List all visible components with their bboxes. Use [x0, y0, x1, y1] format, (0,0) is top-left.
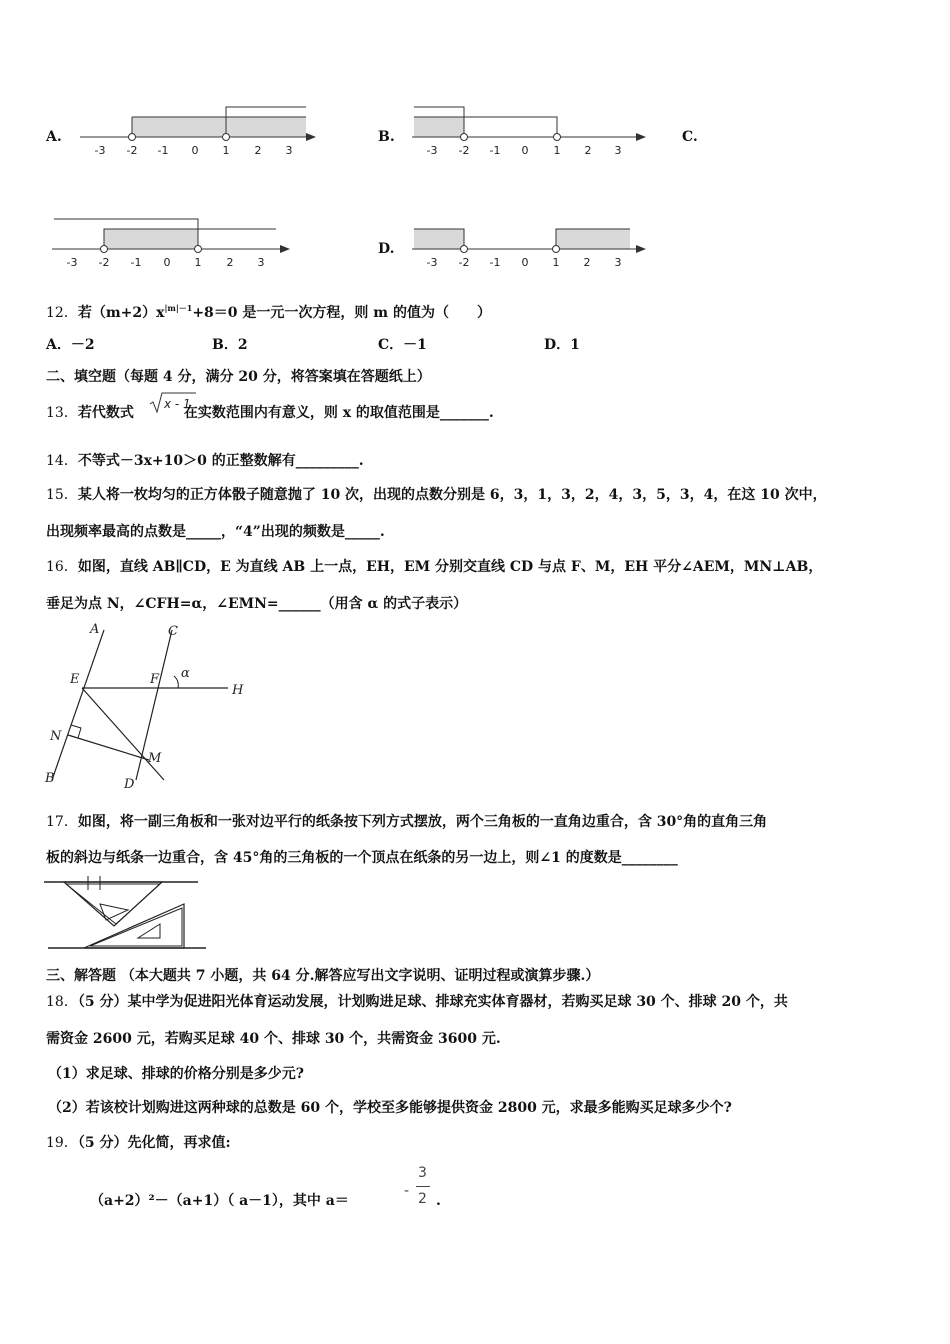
label-e: E [70, 672, 80, 687]
question-number: 12． [46, 305, 78, 321]
question-18-line-1: 18．（5 分）某中学为促进阳光体育运动发展，计划购进足球、排球充实体育器材，若购买足球 30 个、排球 20 个，共 [46, 994, 788, 1010]
question-17-line-1: 17．如图，将一副三角板和一张对边平行的纸条按下列方式摆放，两个三角板的一直角边重合，含 30°角的直角三角 [46, 814, 768, 830]
fraction-bar [416, 1186, 430, 1187]
question-17-line-2: 板的斜边与纸条一边重合，含 45°角的三角板的一个顶点在纸条的另一边上，则∠1 的度数是________ [46, 850, 678, 866]
option-b-label: B. [378, 129, 395, 145]
tick-label: 1 [553, 144, 561, 157]
question-16-line-2: 垂足为点 N，∠CFH=α，∠EMN=______（用含 α 的式子表示） [46, 596, 468, 612]
tick-label: 2 [584, 144, 592, 157]
question-19-line-1: 19．（5 分）先化简，再求值: [46, 1135, 231, 1151]
label-d: D [124, 777, 135, 792]
question-12: 12．若$(m+2)x^{|m|-1}+8=0$ 是一元一次方程，则 m 的值为（ ） [46, 303, 491, 321]
tick-label: -3 [94, 144, 106, 157]
tick-label: -2 [98, 256, 110, 269]
tick-label: 3 [285, 144, 293, 157]
tick-label: 0 [191, 144, 199, 157]
q12-option-d: D．1 [544, 337, 580, 353]
fraction-denominator: 2 [418, 1191, 427, 1207]
tick-label: -2 [458, 256, 470, 269]
number-line-a [80, 100, 320, 160]
tick-label: -3 [66, 256, 78, 269]
q12-option-a: A．－2 [46, 337, 95, 353]
tick-label: 2 [226, 256, 234, 269]
q12-option-c: C．－1 [378, 337, 427, 353]
question-13: 13．若代数式 在实数范围内有意义，则 x 的取值范围是_______. [46, 405, 494, 421]
q16-geometry-figure [44, 620, 254, 795]
tick-label: -1 [157, 144, 169, 157]
question-18-sub-1: （1）求足球、排球的价格分别是多少元? [48, 1066, 304, 1082]
question-16-line-1: 16．如图，直线 AB∥CD，E 为直线 AB 上一点，EH，EM 分别交直线 CD 与点 F、M，EH 平分∠AEM，MN⊥AB， [46, 559, 823, 575]
expression-period: . [436, 1193, 441, 1209]
tick-label: -2 [458, 144, 470, 157]
label-f: F [150, 672, 160, 687]
tick-label: 0 [521, 144, 529, 157]
tick-label: 3 [257, 256, 265, 269]
tick-label: -2 [126, 144, 138, 157]
question-18-line-2: 需资金 2600 元，若购买足球 40 个、排球 30 个，共需资金 3600 元. [46, 1031, 501, 1047]
question-15-line-1: 15．某人将一枚均匀的正方体骰子随意抛了 10 次，出现的点数分别是 6，3，1，3，2，4，3，5，3，4，在这 10 次中， [46, 487, 827, 503]
tick-label: 1 [552, 256, 560, 269]
question-19-expression: （a+2）²－（a+1）（ a－1），其中 a＝ [90, 1193, 349, 1209]
label-h: H [232, 683, 244, 698]
question-18-sub-2: （2）若该校计划购进这两种球的总数是 60 个，学校至多能够提供资金 2800 元，求最多能购买足球多少个? [48, 1100, 732, 1116]
label-alpha: α [181, 666, 190, 681]
label-n: N [50, 729, 62, 744]
fraction-numerator: 3 [418, 1165, 427, 1181]
label-a: A [90, 622, 100, 637]
tick-label: 1 [194, 256, 202, 269]
option-d-label: D. [378, 241, 395, 257]
tick-label: -3 [426, 256, 438, 269]
tick-label: 1 [222, 144, 230, 157]
number-line-d [412, 212, 652, 272]
tick-label: -3 [426, 144, 438, 157]
sqrt-expression [148, 390, 198, 416]
question-15-line-2: 出现频率最高的点数是_____，“4”出现的频数是_____. [46, 524, 385, 540]
tick-label: 2 [254, 144, 262, 157]
label-b: B [45, 771, 55, 786]
tick-label: 2 [583, 256, 591, 269]
section-3-heading: 三、解答题 （本大题共 7 小题，共 64 分.解答应写出文字说明、证明过程或演算步骤.） [46, 968, 600, 984]
label-m: M [148, 751, 162, 766]
q12-option-b: B．2 [212, 337, 248, 353]
tick-label: 3 [614, 144, 622, 157]
tick-label: -1 [489, 256, 501, 269]
tick-label: -1 [130, 256, 142, 269]
q17-triangle-strip-figure [44, 876, 210, 954]
option-c-label: C. [682, 129, 698, 145]
tick-label: -1 [489, 144, 501, 157]
tick-label: 0 [163, 256, 171, 269]
tick-label: 3 [614, 256, 622, 269]
option-a-label: A. [46, 129, 62, 145]
question-14: 14．不等式－3x+10＞0 的正整数解有_________. [46, 453, 364, 469]
tick-label: 0 [521, 256, 529, 269]
svg-text:x - 1: x - 1 [164, 397, 191, 411]
label-c: C [168, 624, 178, 639]
section-2-heading: 二、填空题（每题 4 分，满分 20 分，将答案填在答题纸上） [46, 369, 431, 385]
number-line-c [52, 212, 292, 272]
fraction-minus: - [404, 1183, 410, 1199]
exponent: |m|－1 [164, 303, 193, 313]
number-line-b [412, 100, 652, 160]
